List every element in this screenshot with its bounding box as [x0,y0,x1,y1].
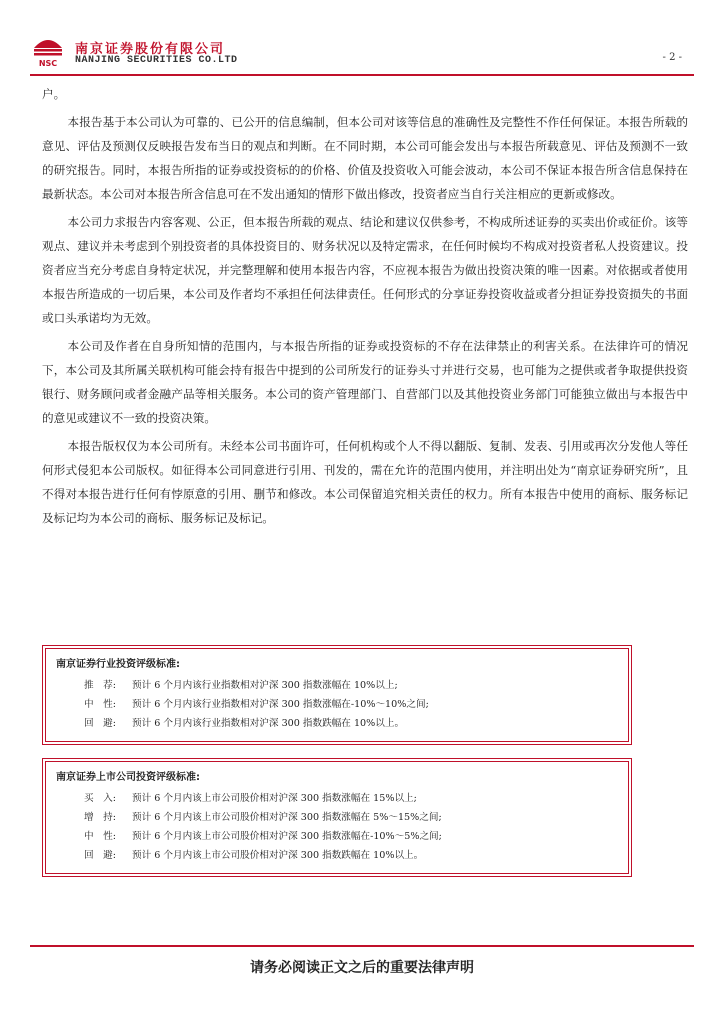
paragraph-continuation: 户。 [42,87,66,101]
industry-rating-box [42,645,632,745]
disclaimer-body [42,82,688,534]
legal-notice-footer: 请务必阅读正文之后的重要法律声明 [250,960,474,976]
rating-label: 中 性: [84,699,117,710]
rating-row [56,827,618,846]
paragraph-info-source: 本报告基于本公司认为可靠的、已公开的信息编制，但本公司对该等信息的准确性及完整性不作任何保证。本报告所载的意见、评估及预测仅反映报告发布当日的观点和判断。在不同时期，本公司可能会发出与本报告所载意见、评估及预测不一致的研究报告。同时，本报告所指的证券或投资标的的价格、价值及投资收入可能会波动，本公司不保证本报告所含信息保持在最新状态。本公司对本报告所含信息可在不发出通知的情形下做出修改，投资者应当自行关注相应的更新或修改。 [42,115,688,201]
rating-desc: 预计 6 个月内该上市公司股价相对沪深 300 指数跌幅在 10%以上。 [132,850,424,861]
nsc-logo-icon [30,34,66,70]
paragraph-objectivity: 本公司力求报告内容客观、公正，但本报告所载的观点、结论和建议仅供参考，不构成所述证券的买卖出价或征价。该等观点、建议并未考虑到个别投资者的具体投资目的、财务状况以及特定需求，在任何时候均不构成对投资者私人投资建议。投资者应当充分考虑自身特定状况，并完整理解和使用本报告内容，不应视本报告为做出投资决策的唯一因素。对依据或者使用本报告所造成的一切后果，本公司及作者均不承担任何法律责任。任何形式的分享证券投资收益或者分担证券投资损失的书面或口头承诺均为无效。 [42,215,688,325]
rating-label: 回 避: [84,718,117,729]
rating-label: 中 性: [84,831,117,842]
rating-label: 回 避: [84,850,117,861]
rating-desc: 预计 6 个月内该上市公司股价相对沪深 300 指数涨幅在-10%～5%之间; [132,831,442,842]
rating-desc: 预计 6 个月内该上市公司股价相对沪深 300 指数涨幅在 5%～15%之间; [132,812,442,823]
rating-label: 买 入: [84,793,117,804]
rating-row [56,789,618,808]
rating-label: 增 持: [84,812,117,823]
page-number: - 2 - [662,52,682,63]
company-rating-title: 南京证券上市公司投资评级标准: [56,772,200,783]
rating-row [56,808,618,827]
footer-divider [30,945,694,947]
paragraph-copyright: 本报告版权仅为本公司所有。未经本公司书面许可，任何机构或个人不得以翻版、复制、发表、引用或再次分发他人等任何形式侵犯本公司版权。如征得本公司同意进行引用、刊发的，需在允许的范围内使用，并注明出处为“南京证券研究所”，且不得对本报告进行任何有悖原意的引用、删节和修改。本公司保留追究相关责任的权力。所有本报告中使用的商标、服务标记及标记均为本公司的商标、服务标记及标记。 [42,439,688,525]
industry-rating-title: 南京证券行业投资评级标准: [56,659,180,670]
rating-row [56,846,618,865]
rating-desc: 预计 6 个月内该行业指数相对沪深 300 指数涨幅在-10%～10%之间; [132,699,429,710]
company-name-en: NANJING SECURITIES CO.LTD [75,55,238,66]
logo-text: NSC [38,59,58,68]
rating-label: 推 荐: [84,680,117,691]
rating-row [56,714,618,733]
company-rating-box [42,758,632,877]
page-header [30,34,694,74]
rating-row [56,676,618,695]
rating-row [56,695,618,714]
rating-desc: 预计 6 个月内该行业指数相对沪深 300 指数跌幅在 10%以上。 [132,718,405,729]
company-name-cn: 南京证券股份有限公司 [75,42,226,57]
rating-desc: 预计 6 个月内该行业指数相对沪深 300 指数涨幅在 10%以上; [132,680,398,691]
paragraph-conflict-of-interest: 本公司及作者在自身所知情的范围内，与本报告所指的证券或投资标的不存在法律禁止的利害关系。在法律许可的情况下，本公司及其所属关联机构可能会持有报告中提到的公司所发行的证券头寸并进行交易，也可能为之提供或者争取提供投资银行、财务顾问或者金融产品等相关服务。本公司的资产管理部门、自营部门以及其他投资业务部门可能独立做出与本报告中的意见或建议不一致的投资决策。 [42,339,688,425]
rating-desc: 预计 6 个月内该上市公司股价相对沪深 300 指数涨幅在 15%以上; [132,793,417,804]
header-divider [30,74,694,76]
